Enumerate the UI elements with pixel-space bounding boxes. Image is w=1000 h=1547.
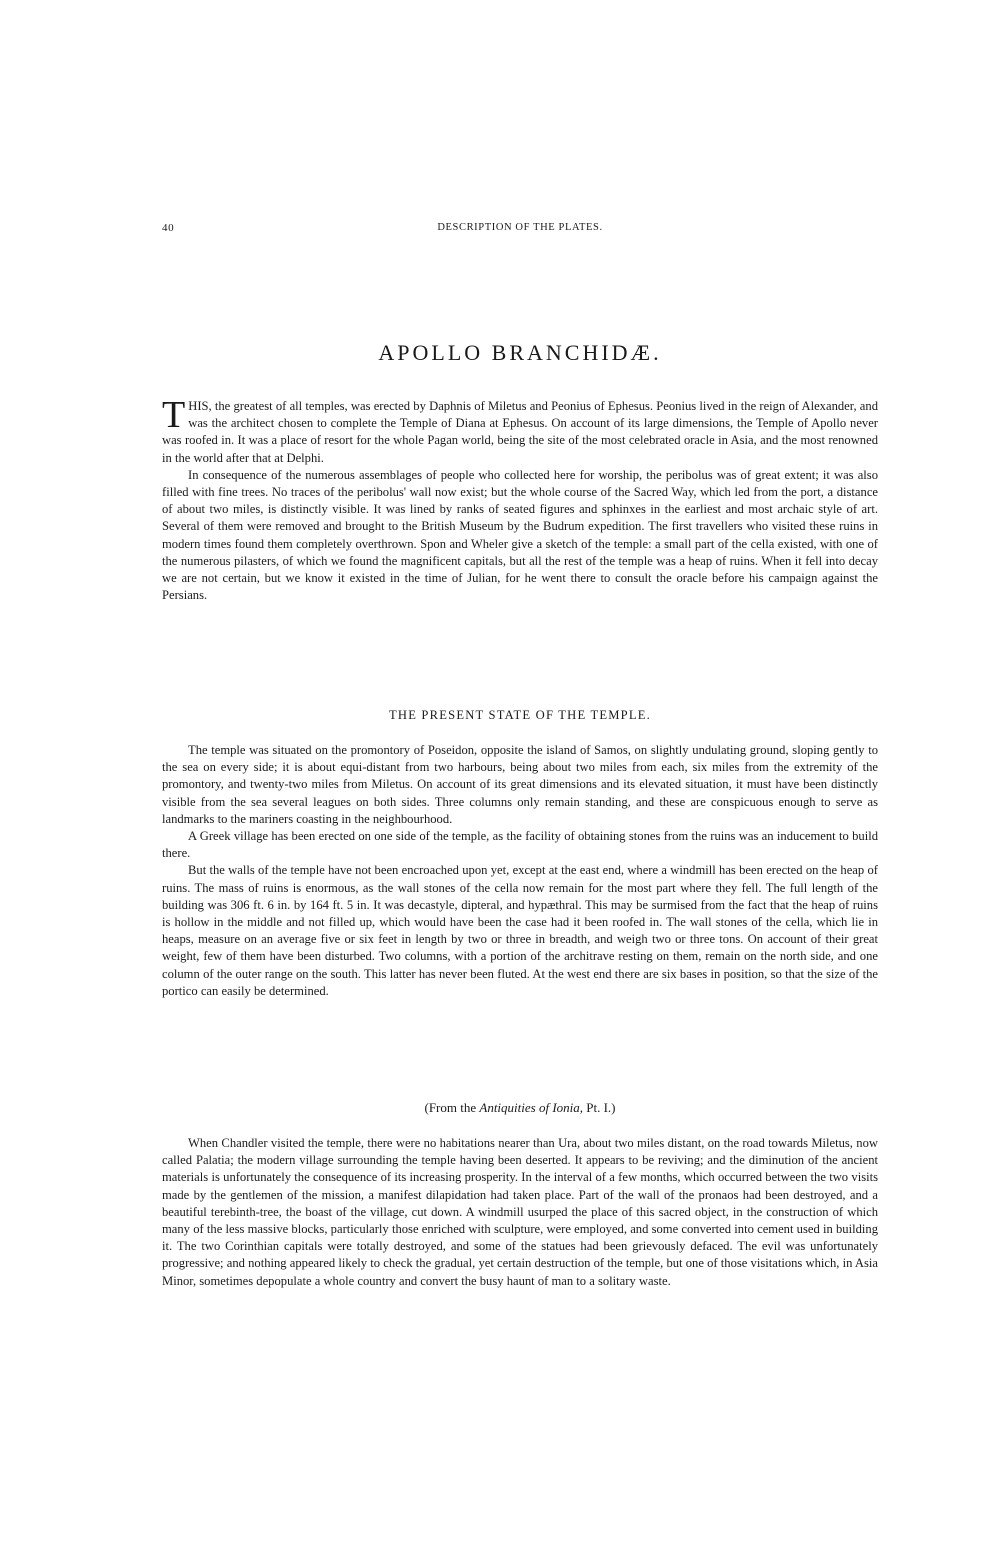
source-suffix: Pt. I.) (583, 1100, 616, 1115)
present-state-paragraph-1: The temple was situated on the promontory of Poseidon, opposite the island of Samos, on slightly undulating ground, sloping gently to the sea on every side; it is about equi-distant from two harbours, being about two miles from each, six miles from the extremity of the promontory, and twenty-two miles from Miletus. On account of its great dimensions and its elevated situation, it must have been distinctly visible from the sea several leagues on both sides. Three columns only remain standing, and these are conspicuous enough to serve as landmarks to the mariners coasting in the neighbourhood. (162, 743, 878, 826)
source-section (162, 1135, 878, 1290)
intro-paragraph-2: In consequence of the numerous assemblages of people who collected here for worship, the peribolus was of great extent; it was also filled with fine trees. No traces of the peribolus' wall now exist; but the whole course of the Sacred Way, which led from the port, a distance of about two miles, is distinctly visible. It was lined by ranks of seated figures and sphinxes in the earliest and most archaic style of art. Several of them were removed and brought to the British Museum by the Budrum expedition. The first travellers who visited these ruins in modern times found them completely overthrown. Spon and Wheler give a sketch of the temple: a small part of the cella existed, with one of the numerous pilasters, of which we found the magnificent capitals, but all the rest of the temple was a heap of ruins. When it fell into decay we are not certain, but we know it existed in the time of Julian, for he went there to consult the oracle before his campaign against the Persians. (162, 467, 878, 603)
section-heading-present-state: THE PRESENT STATE OF THE TEMPLE. (389, 708, 651, 722)
page-number: 40 (162, 222, 175, 234)
present-state-paragraph-2: A Greek village has been erected on one side of the temple, as the facility of obtaining stones from the ruins was an inducement to build there. (162, 829, 878, 861)
source-prefix: (From the (424, 1100, 480, 1115)
drop-cap-letter: T (162, 394, 186, 436)
running-header (162, 218, 878, 238)
intro-paragraph-1-text: HIS, the greatest of all temples, was erected by Daphnis of Miletus and Peonius of Ephesus. Peonius lived in the reign of Alexander, and was the architect chosen to complete the Temple of Diana at Ephesus. On account of its large dimensions, the Temple of Apollo never was roofed in. It was a place of resort for the whole Pagan world, being the site of the most celebrated oracle in Asia, and the most renowned in the world after that at Delphi. (162, 399, 878, 465)
present-state-paragraph-3: But the walls of the temple have not been encroached upon yet, except at the east end, where a windmill has been erected on the heap of ruins. The mass of ruins is enormous, as the wall stones of the cella now remain for the most part where they fell. The full length of the building was 306 ft. 6 in. by 164 ft. 5 in. It was decastyle, dipteral, and hypæthral. This may be surmised from the fact that the heap of ruins is hollow in the middle and not filled up, which would have been the case had it been roofed in. The wall stones of the cella, which lie in heaps, measure on an average five or six feet in length by two or three in breadth, and weigh two or three tons. On account of their great weight, few of them have been disturbed. Two columns, with a portion of the architrave resting on them, remain on the north side, and one column of the outer range on the south. This latter has never been fluted. At the west end there are six bases in position, so that the size of the portico can easily be determined. (162, 863, 878, 998)
intro-section (162, 394, 878, 604)
intro-paragraph-1 (162, 394, 878, 467)
running-title: DESCRIPTION OF THE PLATES. (437, 222, 603, 233)
source-heading (162, 1100, 878, 1116)
source-paragraph: When Chandler visited the temple, there were no habitations nearer than Ura, about two miles distant, on the road towards Miletus, now called Palatia; the modern village surrounding the temple having been deserted. It appears to be reviving; and the diminution of the ancient materials is unfortunately the consequence of its increasing prosperity. In the interval of a few months, which occurred between the two visits made by the gentlemen of the mission, a manifest dilapidation had taken place. Part of the wall of the pronaos had been destroyed, and a beautiful terebinth-tree, the boast of the village, cut down. A windmill usurped the place of this sacred object, in the construction of which many of the less massive blocks, particularly those enriched with sculpture, were employed, and some converted into cement used in building it. The two Corinthian capitals were totally destroyed, and some of the statues had been grievously defaced. The evil was unfortunately progressive; and nothing appeared likely to check the gradual, yet certain destruction of the temple, but one of those visitations which, in Asia Minor, sometimes depopulate a whole country and convert the busy haunt of man to a solitary waste. (162, 1136, 878, 1288)
page-title: APOLLO BRANCHIDÆ. (378, 340, 662, 365)
present-state-section (162, 742, 878, 1000)
source-work-title: Antiquities of Ionia, (479, 1100, 584, 1115)
